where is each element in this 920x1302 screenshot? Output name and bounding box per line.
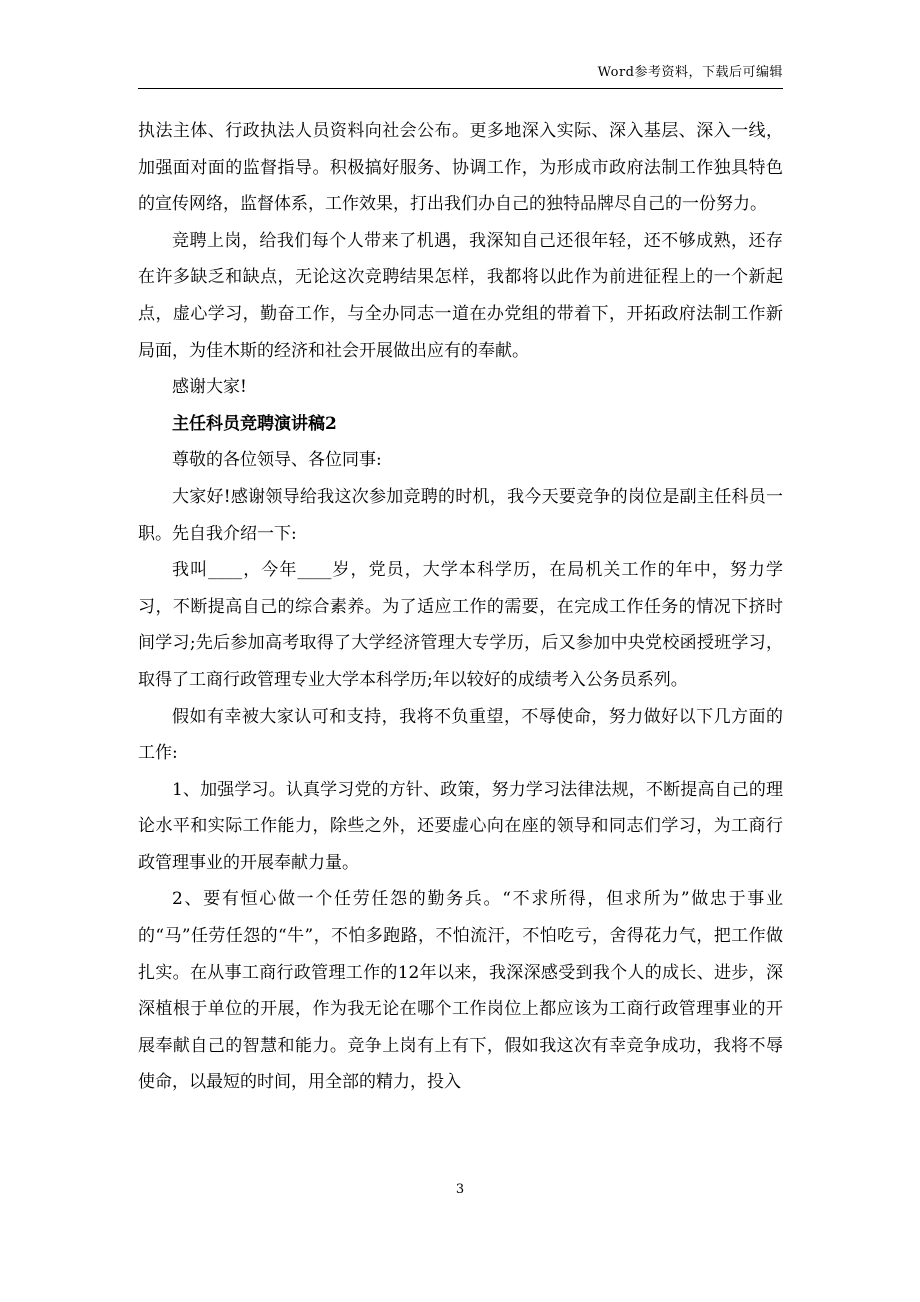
paragraph-salutation: 尊敬的各位领导、各位同事: — [172, 450, 382, 471]
paragraph-greeting: 大家好!感谢领导给我这次参加竞聘的时机，我今天要竞争的岗位是副主任科员一职。先自我介绍一下: — [138, 486, 783, 544]
paragraph-introduction: 我叫____，今年____岁，党员，大学本科学历，在局机关工作的年中，努力学习，不断提高自己的综合素养。为了适应工作的需要，在完成工作任务的情况下挤时间学习;先后参加高考取得了大学经济管理大专学历，后又参加中央党校函授班学习，取得了工商行政管理专业大学本科学历;年以较好的成绩考入公务员系列。 — [138, 560, 783, 690]
paragraph-continuation: 执法主体、行政执法人员资料向社会公布。更多地深入实际、深入基层、深入一线，加强面对面的监督指导。积极搞好服务、协调工作，为形成市政府法制工作独具特色的宣传网络，监督体系，工作效果，打出我们办自己的独特品牌尽自己的一份努力。 — [138, 121, 783, 215]
page-number: 3 — [455, 1182, 465, 1197]
paragraph-point-2: 2、要有恒心做一个任劳任怨的勤务兵。“不求所得，但求所为”做忠于事业的“马”任劳任怨的“牛”，不怕多跑路，不怕流汗，不怕吃亏，舍得花力气，把工作做扎实。在从事工商行政管理工作的12年以来，我深深感受到我个人的成长、进步，深深植根于单位的开展，作为我无论在哪个工作岗位上都应该为工商行政管理事业的开展奉献自己的智慧和能力。竞争上岗有上有下，假如我这次有幸竞争成功，我将不辱使命，以最短的时间，用全部的精力，投入 — [138, 889, 783, 1093]
paragraph-body: 竞聘上岗，给我们每个人带来了机遇，我深知自己还很年轻，还不够成熟，还存在许多缺乏和缺点，无论这次竞聘结果怎样，我都将以此作为前进征程上的一个新起点，虚心学习，勤奋工作，与全办同志一道在办党组的带着下，开拓政府法制工作新局面，为佳木斯的经济和社会开展做出应有的奉献。 — [138, 230, 783, 361]
section-heading: 主任科员竞聘演讲稿2 — [172, 413, 337, 434]
paragraph-commitment: 假如有幸被大家认可和支持，我将不负重望，不辱使命，努力做好以下几方面的工作: — [138, 706, 783, 764]
paragraph-thanks: 感谢大家! — [172, 377, 247, 398]
page-header — [138, 64, 783, 89]
document-body — [138, 113, 783, 1101]
header-text: Word参考资料，下载后可编辑 — [597, 65, 783, 80]
paragraph-point-1: 1、加强学习。认真学习党的方针、政策，努力学习法律法规，不断提高自己的理论水平和实际工作能力，除些之外，还要虚心向在座的领导和同志们学习，为工商行政管理事业的开展奉献力量。 — [138, 779, 783, 873]
